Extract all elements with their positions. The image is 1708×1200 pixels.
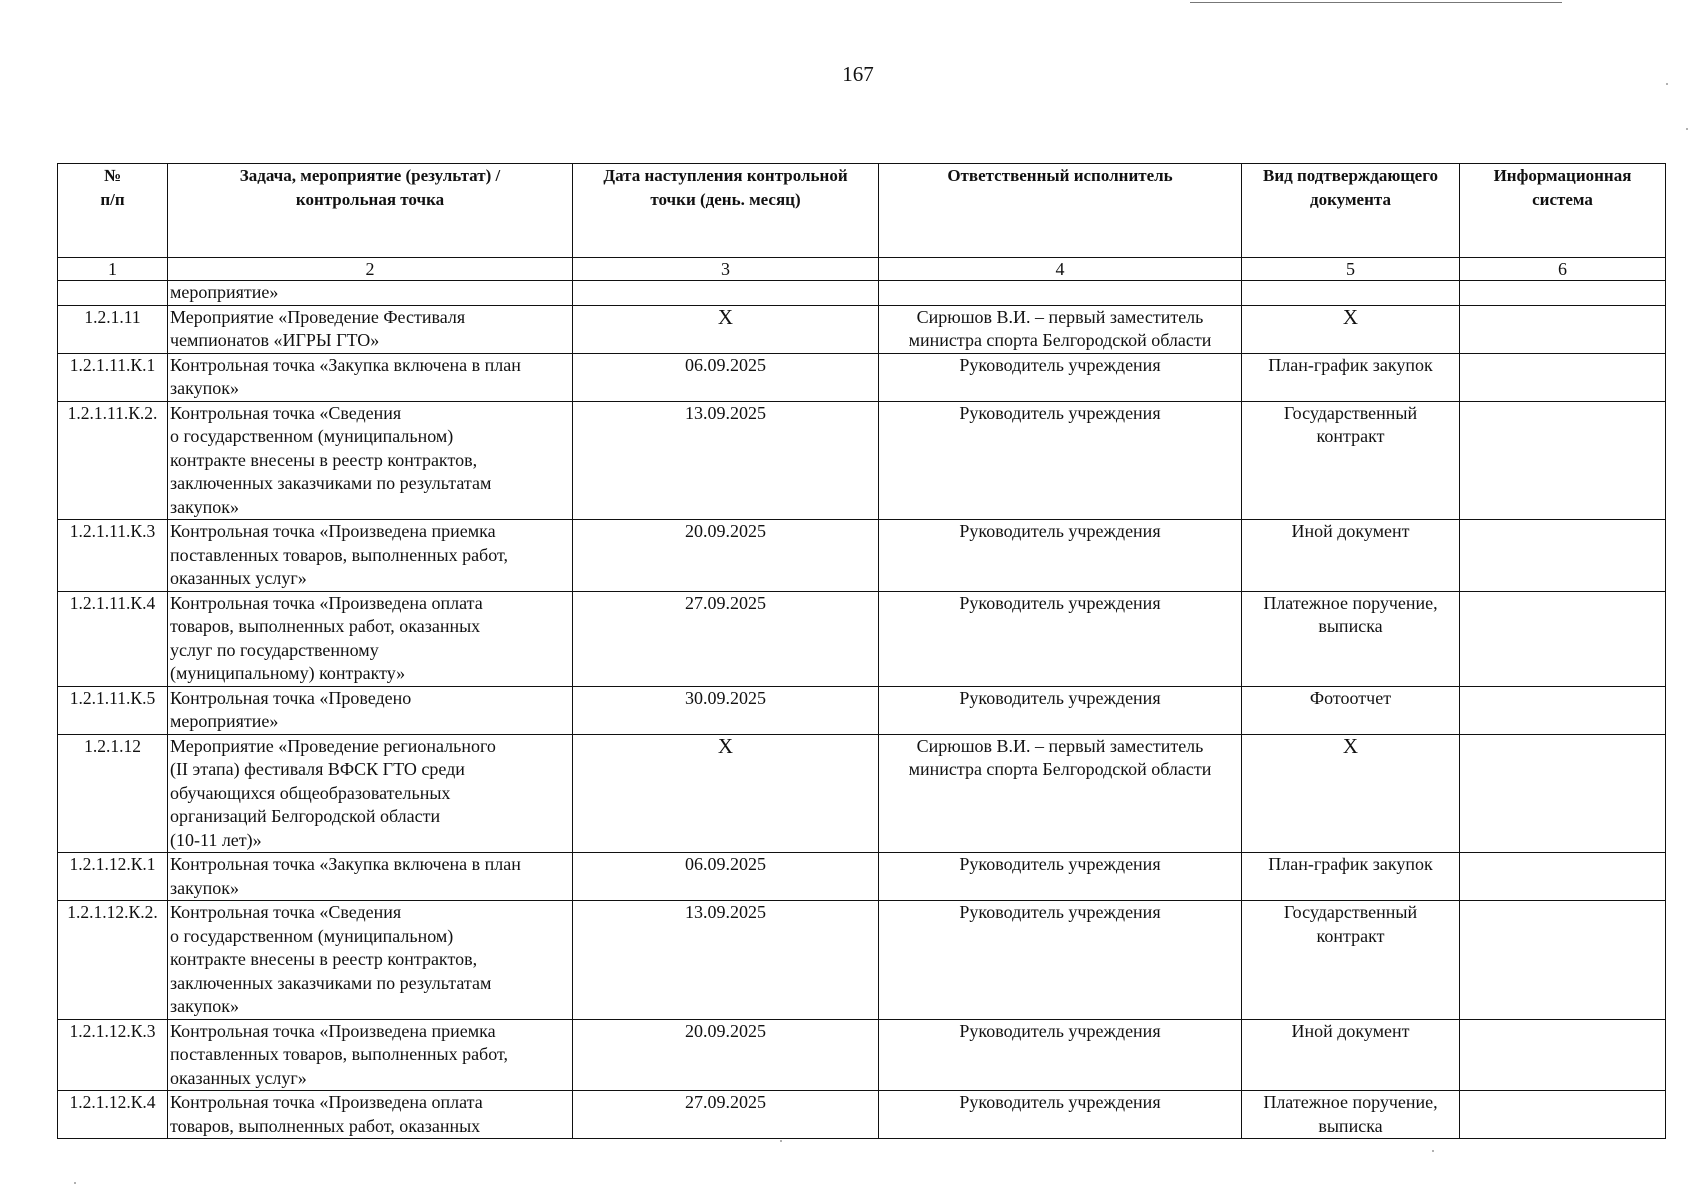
column-numbering-row xyxy=(58,258,1666,281)
control-date: 30.09.2025 xyxy=(573,686,879,734)
column-number: 4 xyxy=(879,258,1242,281)
task-description: Контрольная точка «Сведения о государственном (муниципальном) контракте внесены в реестр контрактов, заключенных заказчиками по результатам закупок» xyxy=(168,401,573,520)
information-system xyxy=(1460,901,1666,1020)
confirming-document: План-график закупок xyxy=(1242,853,1460,901)
column-number: 1 xyxy=(58,258,168,281)
column-number: 6 xyxy=(1460,258,1666,281)
responsible-executor: Руководитель учреждения xyxy=(879,591,1242,686)
page-number: 167 xyxy=(842,62,874,86)
table-row xyxy=(58,853,1666,901)
confirming-document: X xyxy=(1242,305,1460,353)
row-number: 1.2.1.11.К.4 xyxy=(58,591,168,686)
top-rule xyxy=(1190,2,1562,3)
header-document-type: Вид подтверждающего документа xyxy=(1242,164,1460,258)
task-description: Контрольная точка «Проведено мероприятие» xyxy=(168,686,573,734)
column-number: 2 xyxy=(168,258,573,281)
row-number: 1.2.1.12.К.1 xyxy=(58,853,168,901)
control-points-table xyxy=(57,163,1666,1139)
header-number: № п/п xyxy=(58,164,168,258)
header-information-system: Информационная система xyxy=(1460,164,1666,258)
responsible-executor: Сирюшов В.И. – первый заместитель министра спорта Белгородской области xyxy=(879,305,1242,353)
task-description: Контрольная точка «Произведена приемка поставленных товаров, выполненных работ, оказанных услуг» xyxy=(168,520,573,592)
control-date: 06.09.2025 xyxy=(573,853,879,901)
responsible-executor: Руководитель учреждения xyxy=(879,1091,1242,1139)
control-date: 20.09.2025 xyxy=(573,1019,879,1091)
information-system xyxy=(1460,1091,1666,1139)
information-system xyxy=(1460,353,1666,401)
confirming-document: Иной документ xyxy=(1242,1019,1460,1091)
row-number: 1.2.1.11.К.2. xyxy=(58,401,168,520)
information-system xyxy=(1460,853,1666,901)
responsible-executor: Руководитель учреждения xyxy=(879,686,1242,734)
table-row xyxy=(58,1019,1666,1091)
row-number: 1.2.1.11.К.5 xyxy=(58,686,168,734)
task-description: Контрольная точка «Сведения о государственном (муниципальном) контракте внесены в реестр контрактов, заключенных заказчиками по результатам закупок» xyxy=(168,901,573,1020)
column-number: 5 xyxy=(1242,258,1460,281)
responsible-executor: Сирюшов В.И. – первый заместитель министра спорта Белгородской области xyxy=(879,734,1242,853)
column-number: 3 xyxy=(573,258,879,281)
task-description: Контрольная точка «Произведена оплата товаров, выполненных работ, оказанных услуг по государственному (муниципальному) контракту» xyxy=(168,591,573,686)
table-row xyxy=(58,591,1666,686)
information-system xyxy=(1460,1019,1666,1091)
confirming-document: Платежное поручение, выписка xyxy=(1242,591,1460,686)
confirming-document: Государственный контракт xyxy=(1242,901,1460,1020)
row-number: 1.2.1.12 xyxy=(58,734,168,853)
responsible-executor xyxy=(879,281,1242,306)
control-date: 06.09.2025 xyxy=(573,353,879,401)
table-row xyxy=(58,520,1666,592)
header-row xyxy=(58,164,1666,258)
task-description: Мероприятие «Проведение регионального (II этапа) фестиваля ВФСК ГТО среди обучающихся общеобразовательных организаций Белгородской области (10-11 лет)» xyxy=(168,734,573,853)
header-task: Задача, мероприятие (результат) / контрольная точка xyxy=(168,164,573,258)
row-number: 1.2.1.11.К.1 xyxy=(58,353,168,401)
control-date: 13.09.2025 xyxy=(573,401,879,520)
control-date: X xyxy=(573,305,879,353)
responsible-executor: Руководитель учреждения xyxy=(879,520,1242,592)
confirming-document: План-график закупок xyxy=(1242,353,1460,401)
control-date: 27.09.2025 xyxy=(573,1091,879,1139)
information-system xyxy=(1460,281,1666,306)
responsible-executor: Руководитель учреждения xyxy=(879,901,1242,1020)
header-responsible: Ответственный исполнитель xyxy=(879,164,1242,258)
information-system xyxy=(1460,305,1666,353)
information-system xyxy=(1460,591,1666,686)
confirming-document: X xyxy=(1242,734,1460,853)
control-date: 27.09.2025 xyxy=(573,591,879,686)
scan-speck xyxy=(1432,1150,1434,1152)
task-description: Мероприятие «Проведение Фестиваля чемпионатов «ИГРЫ ГТО» xyxy=(168,305,573,353)
confirming-document: Государственный контракт xyxy=(1242,401,1460,520)
control-date: 20.09.2025 xyxy=(573,520,879,592)
responsible-executor: Руководитель учреждения xyxy=(879,1019,1242,1091)
information-system xyxy=(1460,686,1666,734)
row-number: 1.2.1.11.К.3 xyxy=(58,520,168,592)
scan-speck xyxy=(74,1182,76,1184)
table-row xyxy=(58,305,1666,353)
table-row xyxy=(58,281,1666,306)
row-number xyxy=(58,281,168,306)
table-row xyxy=(58,901,1666,1020)
confirming-document: Платежное поручение, выписка xyxy=(1242,1091,1460,1139)
table-row xyxy=(58,1091,1666,1139)
task-description: Контрольная точка «Закупка включена в план закупок» xyxy=(168,853,573,901)
scan-speck xyxy=(1686,128,1688,130)
table-row xyxy=(58,686,1666,734)
responsible-executor: Руководитель учреждения xyxy=(879,353,1242,401)
responsible-executor: Руководитель учреждения xyxy=(879,853,1242,901)
table-row xyxy=(58,401,1666,520)
scan-speck xyxy=(1666,83,1668,85)
task-description: мероприятие» xyxy=(168,281,573,306)
task-description: Контрольная точка «Произведена оплата товаров, выполненных работ, оказанных xyxy=(168,1091,573,1139)
header-date: Дата наступления контрольной точки (день. месяц) xyxy=(573,164,879,258)
confirming-document: Фотоотчет xyxy=(1242,686,1460,734)
information-system xyxy=(1460,520,1666,592)
task-description: Контрольная точка «Произведена приемка поставленных товаров, выполненных работ, оказанных услуг» xyxy=(168,1019,573,1091)
table-row xyxy=(58,734,1666,853)
control-date: X xyxy=(573,734,879,853)
control-date xyxy=(573,281,879,306)
row-number: 1.2.1.12.К.2. xyxy=(58,901,168,1020)
row-number: 1.2.1.11 xyxy=(58,305,168,353)
row-number: 1.2.1.12.К.4 xyxy=(58,1091,168,1139)
row-number: 1.2.1.12.К.3 xyxy=(58,1019,168,1091)
control-date: 13.09.2025 xyxy=(573,901,879,1020)
table-row xyxy=(58,353,1666,401)
confirming-document xyxy=(1242,281,1460,306)
responsible-executor: Руководитель учреждения xyxy=(879,401,1242,520)
confirming-document: Иной документ xyxy=(1242,520,1460,592)
task-description: Контрольная точка «Закупка включена в план закупок» xyxy=(168,353,573,401)
information-system xyxy=(1460,734,1666,853)
information-system xyxy=(1460,401,1666,520)
scan-speck xyxy=(780,1140,782,1142)
